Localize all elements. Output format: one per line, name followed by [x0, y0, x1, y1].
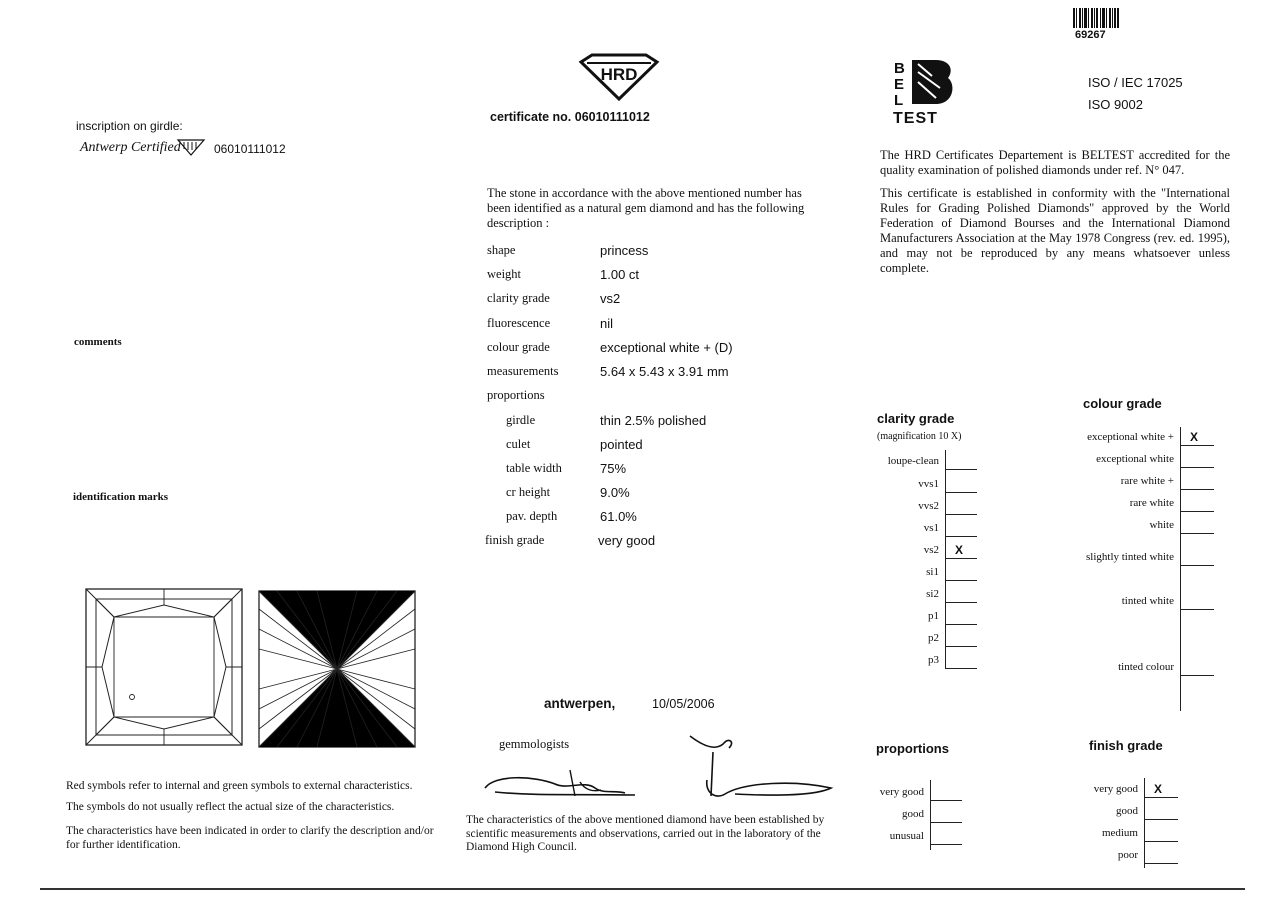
- grade-label: rare white +: [1120, 475, 1174, 487]
- grade-line: [1180, 445, 1214, 446]
- inscription-script: Antwerp Certified: [80, 140, 181, 155]
- property-value: thin 2.5% polished: [600, 413, 707, 428]
- hrd-logo-icon: [578, 52, 660, 102]
- proportions-title: proportions: [876, 741, 949, 756]
- grade-label: vs2: [923, 544, 939, 556]
- grade-label: good: [1116, 805, 1138, 817]
- grade-line: [945, 668, 977, 669]
- colour-grade-axis: [1180, 427, 1181, 711]
- beltest-logo-icon: [892, 58, 958, 108]
- grade-label: poor: [1117, 849, 1138, 861]
- property-row-measurements: [487, 364, 847, 384]
- beltest-wordmark: TEST: [893, 110, 938, 127]
- property-name: shape: [487, 243, 516, 257]
- grade-line: [945, 558, 977, 559]
- property-name: finish grade: [485, 533, 545, 547]
- property-value: 61.0%: [600, 509, 637, 524]
- grade-label: very good: [1093, 783, 1138, 795]
- property-value: 9.0%: [600, 485, 630, 500]
- rules-text: This certificate is established in conformity with the "International Rules for Grading Polished Diamonds" approved by the World Federation of Diamond Bourses and the International Diamond Manufacturers Association at the May 1978 Congress (rev. ed. 1995), and may not be reproduced by any means whatsoever unless complete.: [880, 186, 1230, 275]
- bottom-rule: [40, 888, 1245, 890]
- beltest-letter-e: E: [894, 76, 905, 93]
- grade-line: [945, 624, 977, 625]
- grade-line: [945, 514, 977, 515]
- grade-label: very good: [879, 786, 924, 798]
- property-name: proportions: [487, 388, 545, 402]
- grade-line: [1144, 841, 1178, 842]
- grade-label: tinted white: [1121, 595, 1174, 607]
- note-symbols-size: The symbols do not usually reflect the actual size of the characteristics.: [66, 801, 395, 813]
- property-row-table-width: [487, 461, 847, 481]
- grade-label: slightly tinted white: [1086, 551, 1174, 563]
- grade-line: [945, 492, 977, 493]
- grade-label: p3: [928, 654, 939, 666]
- property-name: pav. depth: [506, 509, 558, 523]
- grade-line: [1180, 511, 1214, 512]
- grade-line: [1180, 533, 1214, 534]
- intro-text: The stone in accordance with the above mentioned number has been identified as a natural gem diamond and has the following description :: [487, 186, 805, 230]
- grade-line: [1144, 819, 1178, 820]
- note-characteristics: The characteristics have been indicated in order to clarify the description and/or for further identification.: [66, 825, 434, 851]
- grade-line: [1180, 467, 1214, 468]
- property-name: colour grade: [487, 340, 550, 354]
- grade-label: good: [902, 808, 924, 820]
- grade-label: white: [1149, 519, 1174, 531]
- hrd-small-logo-icon: [176, 137, 206, 157]
- property-value: nil: [600, 316, 614, 331]
- iso-17025: ISO / IEC 17025: [1088, 75, 1183, 90]
- grade-line: [945, 602, 977, 603]
- property-name: weight: [487, 267, 522, 281]
- grade-line: [1180, 489, 1214, 490]
- property-value: 1.00 ct: [600, 267, 640, 282]
- property-name: table width: [506, 461, 562, 475]
- grade-line: [1144, 863, 1178, 864]
- property-row-shape: [487, 243, 847, 263]
- comments-label: comments: [74, 336, 122, 348]
- property-value: princess: [600, 243, 649, 258]
- grade-line: [1180, 565, 1214, 566]
- property-name: girdle: [506, 413, 536, 427]
- grade-label: unusual: [889, 830, 924, 842]
- property-row-clarity: [487, 291, 847, 311]
- property-row-proportions: [487, 388, 847, 408]
- grade-line: [945, 536, 977, 537]
- clarity-grade-axis: [945, 450, 946, 668]
- property-row-fluorescence: [487, 316, 847, 336]
- property-row-finish: [485, 533, 845, 553]
- grade-label: vvs2: [918, 500, 939, 512]
- property-row-culet: [487, 437, 847, 457]
- laboratory-statement: The characteristics of the above mentioned diamond have been established by scientific measurements and observations, carried out in the laboratory of the Diamond High Council.: [466, 814, 825, 853]
- property-row-colour: [487, 340, 847, 360]
- barcode-icon: [1073, 8, 1119, 28]
- grade-line: [930, 822, 962, 823]
- property-value: 5.64 x 5.43 x 3.91 mm: [600, 364, 729, 379]
- grade-label: si1: [926, 566, 939, 578]
- accreditation-text: The HRD Certificates Departement is BELTEST accredited for the quality examination of polished diamonds under ref. N° 047.: [880, 148, 1230, 177]
- grade-line: [945, 646, 977, 647]
- property-row-pav-depth: [487, 509, 847, 529]
- property-name: cr height: [506, 485, 551, 499]
- inscription-label: inscription on girdle:: [76, 119, 183, 133]
- grade-label: exceptional white: [1096, 453, 1174, 465]
- grade-label: exceptional white +: [1087, 431, 1174, 443]
- barcode-number: 69267: [1075, 29, 1106, 41]
- gemmologists-label: gemmologists: [499, 737, 570, 751]
- colour-grade-title: colour grade: [1083, 396, 1162, 411]
- property-name: measurements: [487, 364, 559, 378]
- hrd-logo-text: HRD: [600, 65, 638, 84]
- clarity-grade-title: clarity grade: [877, 411, 955, 426]
- property-value: pointed: [600, 437, 643, 452]
- grade-label: loupe-clean: [887, 455, 939, 467]
- iso-9002: ISO 9002: [1088, 97, 1143, 112]
- grade-line: [1144, 797, 1178, 798]
- place-label: antwerpen,: [544, 696, 616, 711]
- finish-grade-axis: [1144, 778, 1145, 868]
- grade-line: [945, 580, 977, 581]
- grade-selected-mark: X: [955, 543, 964, 557]
- inscription-number: 06010111012: [214, 142, 286, 156]
- grade-line: [930, 844, 962, 845]
- property-value: 75%: [600, 461, 627, 476]
- grade-selected-mark: X: [1190, 430, 1199, 444]
- property-value: very good: [598, 533, 656, 548]
- grade-label: tinted colour: [1118, 661, 1174, 673]
- grade-line: [1180, 675, 1214, 676]
- certificate-number: certificate no. 06010111012: [490, 110, 650, 124]
- property-name: culet: [506, 437, 531, 451]
- note-symbols-colours: Red symbols refer to internal and green symbols to external characteristics.: [66, 780, 413, 792]
- property-name: fluorescence: [487, 316, 551, 330]
- grade-line: [1180, 609, 1214, 610]
- property-row-girdle: [487, 413, 847, 433]
- proportions-axis: [930, 780, 931, 850]
- clarity-magnification: (magnification 10 X): [877, 431, 962, 442]
- grade-label: rare white: [1129, 497, 1174, 509]
- grade-line: [930, 800, 962, 801]
- grade-label: si2: [926, 588, 939, 600]
- grade-line: [945, 469, 977, 470]
- grade-label: p1: [928, 610, 939, 622]
- property-row-cr-height: [487, 485, 847, 505]
- beltest-letter-b: B: [894, 60, 905, 77]
- grade-label: vs1: [923, 522, 939, 534]
- grade-selected-mark: X: [1154, 782, 1163, 796]
- grade-label: p2: [928, 632, 939, 644]
- grade-label: vvs1: [918, 478, 939, 490]
- property-value: vs2: [600, 291, 621, 306]
- beltest-letter-l: L: [894, 92, 904, 108]
- identification-marks-label: identification marks: [73, 491, 169, 503]
- finish-grade-title: finish grade: [1089, 738, 1163, 753]
- property-row-weight: [487, 267, 847, 287]
- issue-date: 10/05/2006: [652, 697, 715, 711]
- property-name: clarity grade: [487, 291, 550, 305]
- property-value: exceptional white + (D): [600, 340, 733, 355]
- gemmologist-signatures: [475, 730, 845, 805]
- grade-label: medium: [1101, 827, 1138, 839]
- pavilion-diagram: [257, 589, 417, 749]
- crown-diagram: [84, 587, 244, 747]
